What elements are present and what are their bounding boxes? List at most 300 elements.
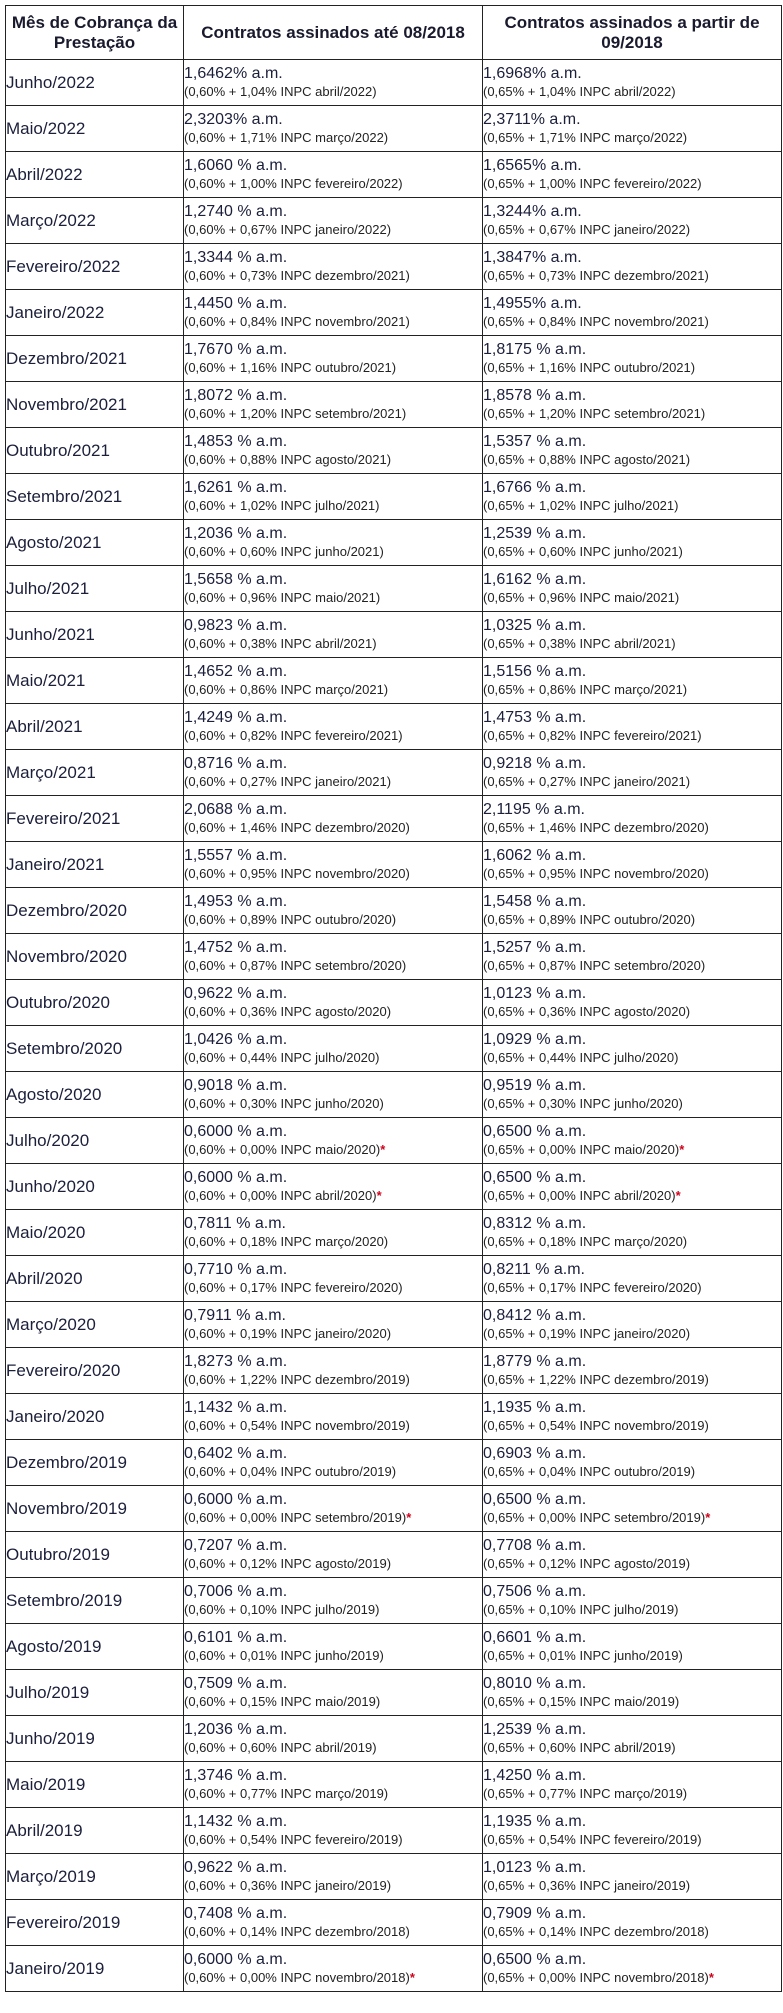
table-row (6, 290, 782, 336)
rate-breakdown (184, 1141, 482, 1159)
rate-breakdown (483, 1233, 781, 1251)
month-cell: Julho/2021 (6, 566, 184, 612)
month-cell: Março/2022 (6, 198, 184, 244)
rate-cell-until-08-2018 (184, 520, 483, 566)
month-cell: Abril/2021 (6, 704, 184, 750)
rate-breakdown (483, 543, 781, 561)
rate-cell-from-09-2018 (483, 1578, 782, 1624)
monthly-rate: 2,3203% a.m. (184, 111, 283, 128)
rate-breakdown-text: (0,60% + 1,20% INPC setembro/2021) (184, 406, 407, 421)
rate-cell-until-08-2018 (184, 1716, 483, 1762)
rates-table (5, 5, 782, 1992)
monthly-rate: 1,0123 % a.m. (483, 985, 587, 1002)
rate-breakdown (483, 1509, 781, 1527)
rate-breakdown-text: (0,60% + 1,22% INPC dezembro/2019) (184, 1372, 410, 1387)
monthly-rate: 1,3344 % a.m. (184, 249, 288, 266)
monthly-rate: 1,0123 % a.m. (483, 1859, 587, 1876)
month-cell: Dezembro/2019 (6, 1440, 184, 1486)
rate-breakdown-text: (0,60% + 0,12% INPC agosto/2019) (184, 1556, 392, 1571)
rate-breakdown (184, 1739, 482, 1757)
rate-cell-from-09-2018 (483, 1762, 782, 1808)
rate-cell-from-09-2018 (483, 1486, 782, 1532)
table-row (6, 1762, 782, 1808)
rate-cell-until-08-2018 (184, 1302, 483, 1348)
rate-breakdown-text: (0,60% + 0,54% INPC fevereiro/2019) (184, 1832, 403, 1847)
rate-breakdown (184, 957, 482, 975)
rate-breakdown-text: (0,60% + 1,71% INPC março/2022) (184, 130, 389, 145)
rate-breakdown (483, 1785, 781, 1803)
table-row (6, 428, 782, 474)
rate-breakdown-text: (0,60% + 0,15% INPC maio/2019) (184, 1694, 381, 1709)
table-row (6, 106, 782, 152)
monthly-rate: 1,2036 % a.m. (184, 525, 288, 542)
monthly-rate: 0,8211 % a.m. (483, 1261, 585, 1278)
month-cell: Julho/2019 (6, 1670, 184, 1716)
monthly-rate: 1,6565% a.m. (483, 157, 582, 174)
rate-breakdown (483, 1371, 781, 1389)
rate-breakdown-text: (0,65% + 0,36% INPC agosto/2020) (483, 1004, 691, 1019)
rate-cell-until-08-2018 (184, 60, 483, 106)
table-row (6, 520, 782, 566)
rate-breakdown (184, 635, 482, 653)
rate-breakdown (483, 497, 781, 515)
rate-breakdown-text: (0,65% + 0,30% INPC junho/2020) (483, 1096, 683, 1111)
rate-breakdown-text: (0,65% + 0,17% INPC fevereiro/2020) (483, 1280, 702, 1295)
rate-breakdown (483, 359, 781, 377)
table-row (6, 1164, 782, 1210)
rate-breakdown (483, 451, 781, 469)
rate-breakdown (483, 1969, 781, 1987)
monthly-rate: 1,8273 % a.m. (184, 1353, 288, 1370)
rate-breakdown (184, 1785, 482, 1803)
table-row (6, 612, 782, 658)
monthly-rate: 1,6062 % a.m. (483, 847, 587, 864)
month-cell: Maio/2020 (6, 1210, 184, 1256)
rate-breakdown-text: (0,65% + 0,89% INPC outubro/2020) (483, 912, 696, 927)
rate-breakdown-text: (0,65% + 1,22% INPC dezembro/2019) (483, 1372, 709, 1387)
rate-breakdown-text: (0,60% + 0,95% INPC novembro/2020) (184, 866, 410, 881)
rate-breakdown-text: (0,60% + 0,60% INPC junho/2021) (184, 544, 384, 559)
rate-cell-from-09-2018 (483, 1394, 782, 1440)
rate-breakdown (184, 1831, 482, 1849)
monthly-rate: 0,7710 % a.m. (184, 1261, 288, 1278)
monthly-rate: 0,6000 % a.m. (184, 1491, 288, 1508)
rate-breakdown-text: (0,65% + 0,84% INPC novembro/2021) (483, 314, 709, 329)
rate-cell-until-08-2018 (184, 1440, 483, 1486)
rate-breakdown-text: (0,60% + 0,86% INPC março/2021) (184, 682, 389, 697)
monthly-rate: 0,7509 % a.m. (184, 1675, 288, 1692)
rate-breakdown (184, 1509, 482, 1527)
rate-breakdown (184, 221, 482, 239)
monthly-rate: 1,2539 % a.m. (483, 1721, 587, 1738)
month-cell: Março/2021 (6, 750, 184, 796)
rate-cell-until-08-2018 (184, 1394, 483, 1440)
month-cell: Abril/2022 (6, 152, 184, 198)
month-cell: Fevereiro/2022 (6, 244, 184, 290)
table-row (6, 1394, 782, 1440)
table-row (6, 1072, 782, 1118)
month-cell: Maio/2019 (6, 1762, 184, 1808)
monthly-rate: 0,7708 % a.m. (483, 1537, 587, 1554)
monthly-rate: 0,6000 % a.m. (184, 1951, 288, 1968)
rate-cell-until-08-2018 (184, 106, 483, 152)
rate-breakdown-text: (0,60% + 0,60% INPC abril/2019) (184, 1740, 377, 1755)
footnote-asterisk: * (380, 1142, 386, 1157)
rate-breakdown (184, 819, 482, 837)
rate-breakdown-text: (0,65% + 0,10% INPC julho/2019) (483, 1602, 679, 1617)
table-row (6, 658, 782, 704)
rate-breakdown (483, 405, 781, 423)
rate-cell-until-08-2018 (184, 1762, 483, 1808)
rate-breakdown (184, 313, 482, 331)
rate-breakdown (483, 1049, 781, 1067)
rate-cell-until-08-2018 (184, 750, 483, 796)
rate-breakdown-text: (0,65% + 0,14% INPC dezembro/2018) (483, 1924, 709, 1939)
rate-breakdown (483, 313, 781, 331)
monthly-rate: 0,8412 % a.m. (483, 1307, 587, 1324)
rate-cell-until-08-2018 (184, 566, 483, 612)
monthly-rate: 0,6500 % a.m. (483, 1169, 587, 1186)
rate-breakdown (483, 267, 781, 285)
monthly-rate: 0,6000 % a.m. (184, 1169, 288, 1186)
rate-breakdown-text: (0,65% + 1,46% INPC dezembro/2020) (483, 820, 709, 835)
rate-breakdown (184, 1969, 482, 1987)
rate-cell-until-08-2018 (184, 1900, 483, 1946)
monthly-rate: 1,4250 % a.m. (483, 1767, 587, 1784)
rate-breakdown-text: (0,65% + 0,19% INPC janeiro/2020) (483, 1326, 691, 1341)
table-row (6, 1532, 782, 1578)
monthly-rate: 1,8175 % a.m. (483, 341, 587, 358)
rate-cell-from-09-2018 (483, 704, 782, 750)
table-row (6, 1210, 782, 1256)
monthly-rate: 1,5257 % a.m. (483, 939, 587, 956)
month-cell: Dezembro/2020 (6, 888, 184, 934)
monthly-rate: 1,5557 % a.m. (184, 847, 288, 864)
rate-cell-from-09-2018 (483, 244, 782, 290)
footnote-asterisk: * (705, 1510, 711, 1525)
month-cell: Fevereiro/2019 (6, 1900, 184, 1946)
rate-breakdown (483, 1923, 781, 1941)
table-body (6, 60, 782, 1992)
table-row (6, 704, 782, 750)
monthly-rate: 0,7506 % a.m. (483, 1583, 587, 1600)
rate-breakdown (483, 221, 781, 239)
rate-breakdown-text: (0,60% + 0,38% INPC abril/2021) (184, 636, 377, 651)
table-row (6, 244, 782, 290)
rate-breakdown (184, 405, 482, 423)
rate-cell-until-08-2018 (184, 290, 483, 336)
rate-cell-from-09-2018 (483, 1210, 782, 1256)
rate-cell-from-09-2018 (483, 1854, 782, 1900)
table-row (6, 1440, 782, 1486)
rate-cell-until-08-2018 (184, 888, 483, 934)
table-row (6, 934, 782, 980)
rate-breakdown (184, 1095, 482, 1113)
rate-breakdown-text: (0,60% + 0,19% INPC janeiro/2020) (184, 1326, 392, 1341)
monthly-rate: 1,4450 % a.m. (184, 295, 288, 312)
rate-cell-from-09-2018 (483, 428, 782, 474)
rate-breakdown-text: (0,60% + 0,27% INPC janeiro/2021) (184, 774, 392, 789)
rate-breakdown-text: (0,65% + 0,60% INPC abril/2019) (483, 1740, 676, 1755)
rate-breakdown (184, 1187, 482, 1205)
rate-breakdown (184, 267, 482, 285)
rate-breakdown-text: (0,60% + 0,44% INPC julho/2020) (184, 1050, 380, 1065)
rate-breakdown-text: (0,65% + 0,04% INPC outubro/2019) (483, 1464, 696, 1479)
monthly-rate: 0,9519 % a.m. (483, 1077, 587, 1094)
month-cell: Novembro/2021 (6, 382, 184, 428)
rate-breakdown-text: (0,65% + 1,00% INPC fevereiro/2022) (483, 176, 702, 191)
rate-breakdown (483, 83, 781, 101)
table-row (6, 1578, 782, 1624)
rate-breakdown-text: (0,65% + 0,54% INPC novembro/2019) (483, 1418, 709, 1433)
rate-breakdown (184, 1417, 482, 1435)
rate-cell-until-08-2018 (184, 1578, 483, 1624)
table-row (6, 566, 782, 612)
rate-breakdown-text: (0,60% + 0,73% INPC dezembro/2021) (184, 268, 410, 283)
rate-breakdown (184, 359, 482, 377)
rate-breakdown-text: (0,65% + 0,96% INPC maio/2021) (483, 590, 680, 605)
rate-breakdown-text: (0,60% + 0,36% INPC agosto/2020) (184, 1004, 392, 1019)
month-cell: Novembro/2020 (6, 934, 184, 980)
rate-breakdown (483, 819, 781, 837)
rate-breakdown (483, 1831, 781, 1849)
rate-breakdown-text: (0,60% + 0,01% INPC junho/2019) (184, 1648, 384, 1663)
month-cell: Março/2019 (6, 1854, 184, 1900)
header-month: Mês de Cobrança da Prestação (6, 6, 184, 60)
month-cell: Junho/2021 (6, 612, 184, 658)
table-row (6, 1716, 782, 1762)
rate-cell-until-08-2018 (184, 244, 483, 290)
rate-breakdown (483, 1187, 781, 1205)
rate-breakdown-text: (0,60% + 0,18% INPC março/2020) (184, 1234, 389, 1249)
monthly-rate: 1,8779 % a.m. (483, 1353, 587, 1370)
monthly-rate: 0,7207 % a.m. (184, 1537, 288, 1554)
monthly-rate: 1,5658 % a.m. (184, 571, 288, 588)
monthly-rate: 1,1432 % a.m. (184, 1399, 288, 1416)
table-row (6, 1670, 782, 1716)
rate-breakdown-text: (0,60% + 0,14% INPC dezembro/2018) (184, 1924, 410, 1939)
rate-breakdown-text: (0,60% + 0,00% INPC setembro/2019) (184, 1510, 407, 1525)
table-row (6, 152, 782, 198)
table-row (6, 888, 782, 934)
rate-breakdown-text: (0,65% + 0,54% INPC fevereiro/2019) (483, 1832, 702, 1847)
rate-breakdown-text: (0,65% + 0,18% INPC março/2020) (483, 1234, 688, 1249)
table-row (6, 198, 782, 244)
rate-breakdown-text: (0,60% + 0,89% INPC outubro/2020) (184, 912, 397, 927)
footnote-asterisk: * (675, 1188, 681, 1203)
monthly-rate: 1,8578 % a.m. (483, 387, 587, 404)
rate-cell-from-09-2018 (483, 1026, 782, 1072)
rate-breakdown-text: (0,65% + 0,87% INPC setembro/2020) (483, 958, 706, 973)
rate-cell-until-08-2018 (184, 474, 483, 520)
monthly-rate: 0,6500 % a.m. (483, 1123, 587, 1140)
monthly-rate: 1,1432 % a.m. (184, 1813, 288, 1830)
rate-cell-from-09-2018 (483, 842, 782, 888)
rate-breakdown (184, 497, 482, 515)
rate-breakdown (184, 681, 482, 699)
rate-breakdown (184, 1693, 482, 1711)
rate-cell-from-09-2018 (483, 1670, 782, 1716)
month-cell: Fevereiro/2020 (6, 1348, 184, 1394)
rate-cell-from-09-2018 (483, 1624, 782, 1670)
rate-breakdown-text: (0,65% + 0,82% INPC fevereiro/2021) (483, 728, 702, 743)
rate-breakdown (184, 83, 482, 101)
rate-breakdown-text: (0,60% + 0,36% INPC janeiro/2019) (184, 1878, 392, 1893)
table-row (6, 1026, 782, 1072)
rate-breakdown (184, 1923, 482, 1941)
rate-cell-from-09-2018 (483, 198, 782, 244)
rate-cell-until-08-2018 (184, 1026, 483, 1072)
month-cell: Setembro/2020 (6, 1026, 184, 1072)
rate-cell-from-09-2018 (483, 336, 782, 382)
rate-breakdown (483, 773, 781, 791)
monthly-rate: 1,6261 % a.m. (184, 479, 288, 496)
rate-breakdown-text: (0,60% + 0,67% INPC janeiro/2022) (184, 222, 392, 237)
table-row (6, 842, 782, 888)
rate-cell-from-09-2018 (483, 382, 782, 428)
rate-breakdown-text: (0,65% + 0,27% INPC janeiro/2021) (483, 774, 691, 789)
rate-breakdown (483, 589, 781, 607)
month-cell: Janeiro/2020 (6, 1394, 184, 1440)
rate-cell-until-08-2018 (184, 198, 483, 244)
month-cell: Setembro/2021 (6, 474, 184, 520)
monthly-rate: 0,6903 % a.m. (483, 1445, 587, 1462)
rate-breakdown (483, 911, 781, 929)
table-row (6, 980, 782, 1026)
table-row (6, 1302, 782, 1348)
rate-breakdown-text: (0,60% + 1,46% INPC dezembro/2020) (184, 820, 410, 835)
monthly-rate: 1,2740 % a.m. (184, 203, 288, 220)
table-row (6, 474, 782, 520)
rate-breakdown (483, 1647, 781, 1665)
rate-breakdown-text: (0,60% + 0,04% INPC outubro/2019) (184, 1464, 397, 1479)
rate-breakdown (483, 957, 781, 975)
month-cell: Dezembro/2021 (6, 336, 184, 382)
monthly-rate: 1,5156 % a.m. (483, 663, 587, 680)
rate-breakdown-text: (0,65% + 0,38% INPC abril/2021) (483, 636, 676, 651)
rate-breakdown (184, 1601, 482, 1619)
table-row (6, 1256, 782, 1302)
header-row (6, 6, 782, 60)
monthly-rate: 0,6000 % a.m. (184, 1123, 288, 1140)
rate-cell-until-08-2018 (184, 612, 483, 658)
monthly-rate: 0,7909 % a.m. (483, 1905, 587, 1922)
rate-breakdown-text: (0,65% + 0,95% INPC novembro/2020) (483, 866, 709, 881)
monthly-rate: 0,9218 % a.m. (483, 755, 587, 772)
monthly-rate: 1,6968% a.m. (483, 65, 582, 82)
rate-breakdown-text: (0,65% + 0,00% INPC abril/2020) (483, 1188, 676, 1203)
rate-breakdown (483, 1877, 781, 1895)
monthly-rate: 0,8010 % a.m. (483, 1675, 587, 1692)
rate-breakdown-text: (0,60% + 0,00% INPC novembro/2018) (184, 1970, 410, 1985)
monthly-rate: 0,9622 % a.m. (184, 985, 288, 1002)
rate-breakdown-text: (0,65% + 0,00% INPC novembro/2018) (483, 1970, 709, 1985)
rate-breakdown (483, 1463, 781, 1481)
month-cell: Janeiro/2021 (6, 842, 184, 888)
table-row (6, 1900, 782, 1946)
month-cell: Outubro/2020 (6, 980, 184, 1026)
rate-breakdown (483, 1325, 781, 1343)
month-cell: Junho/2022 (6, 60, 184, 106)
header-from-09-2018: Contratos assinados a partir de 09/2018 (483, 6, 782, 60)
footnote-asterisk: * (409, 1970, 415, 1985)
rate-breakdown-text: (0,65% + 0,88% INPC agosto/2021) (483, 452, 691, 467)
rate-cell-until-08-2018 (184, 1854, 483, 1900)
table-row (6, 1946, 782, 1992)
monthly-rate: 0,6101 % a.m. (184, 1629, 288, 1646)
rate-cell-from-09-2018 (483, 290, 782, 336)
month-cell: Outubro/2019 (6, 1532, 184, 1578)
month-cell: Maio/2022 (6, 106, 184, 152)
monthly-rate: 1,0929 % a.m. (483, 1031, 587, 1048)
rate-breakdown (184, 1647, 482, 1665)
rate-cell-until-08-2018 (184, 704, 483, 750)
rate-breakdown-text: (0,60% + 0,84% INPC novembro/2021) (184, 314, 410, 329)
monthly-rate: 2,3711% a.m. (483, 111, 581, 128)
rate-cell-from-09-2018 (483, 1256, 782, 1302)
table-row (6, 60, 782, 106)
rate-breakdown (483, 1095, 781, 1113)
rate-breakdown (184, 129, 482, 147)
rate-breakdown (483, 727, 781, 745)
monthly-rate: 1,3847% a.m. (483, 249, 582, 266)
rate-breakdown-text: (0,65% + 0,00% INPC setembro/2019) (483, 1510, 706, 1525)
monthly-rate: 1,3244% a.m. (483, 203, 582, 220)
monthly-rate: 1,3746 % a.m. (184, 1767, 288, 1784)
rate-breakdown (483, 175, 781, 193)
rate-cell-from-09-2018 (483, 1716, 782, 1762)
monthly-rate: 2,1195 % a.m. (483, 801, 585, 818)
rate-breakdown-text: (0,65% + 1,04% INPC abril/2022) (483, 84, 676, 99)
rate-breakdown-text: (0,60% + 0,88% INPC agosto/2021) (184, 452, 392, 467)
rate-breakdown-text: (0,60% + 0,77% INPC março/2019) (184, 1786, 389, 1801)
rate-breakdown-text: (0,60% + 0,30% INPC junho/2020) (184, 1096, 384, 1111)
monthly-rate: 0,7811 % a.m. (184, 1215, 286, 1232)
rate-cell-until-08-2018 (184, 1808, 483, 1854)
table-row (6, 382, 782, 428)
table-row (6, 1118, 782, 1164)
monthly-rate: 0,9622 % a.m. (184, 1859, 288, 1876)
rate-breakdown (184, 773, 482, 791)
monthly-rate: 2,0688 % a.m. (184, 801, 288, 818)
rate-cell-from-09-2018 (483, 980, 782, 1026)
header-until-08-2018: Contratos assinados até 08/2018 (184, 6, 483, 60)
monthly-rate: 0,7408 % a.m. (184, 1905, 288, 1922)
rate-breakdown-text: (0,65% + 1,02% INPC julho/2021) (483, 498, 679, 513)
monthly-rate: 1,2036 % a.m. (184, 1721, 288, 1738)
rate-breakdown-text: (0,60% + 0,00% INPC abril/2020) (184, 1188, 377, 1203)
rate-breakdown (184, 727, 482, 745)
rate-breakdown-text: (0,65% + 0,00% INPC maio/2020) (483, 1142, 680, 1157)
table-row (6, 1808, 782, 1854)
rate-breakdown (483, 1601, 781, 1619)
rate-breakdown-text: (0,65% + 0,15% INPC maio/2019) (483, 1694, 680, 1709)
monthly-rate: 1,6766 % a.m. (483, 479, 587, 496)
rate-cell-from-09-2018 (483, 60, 782, 106)
rate-cell-from-09-2018 (483, 1118, 782, 1164)
rate-breakdown-text: (0,65% + 0,12% INPC agosto/2019) (483, 1556, 691, 1571)
month-cell: Agosto/2021 (6, 520, 184, 566)
monthly-rate: 0,8716 % a.m. (184, 755, 288, 772)
monthly-rate: 1,4752 % a.m. (184, 939, 288, 956)
table-row (6, 1348, 782, 1394)
rate-breakdown-text: (0,65% + 0,36% INPC janeiro/2019) (483, 1878, 691, 1893)
month-cell: Abril/2020 (6, 1256, 184, 1302)
monthly-rate: 1,4955% a.m. (483, 295, 582, 312)
rate-cell-from-09-2018 (483, 658, 782, 704)
rate-cell-until-08-2018 (184, 428, 483, 474)
rate-cell-until-08-2018 (184, 1210, 483, 1256)
